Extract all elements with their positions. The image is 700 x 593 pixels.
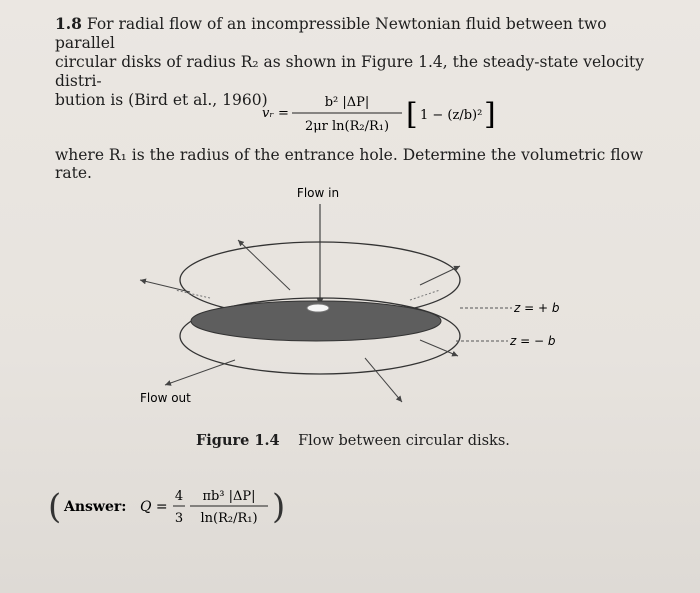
where-statement: where R₁ is the radius of the entrance hole. Determine the volumetric flow rate. (55, 146, 644, 182)
flow-arrow-right (420, 266, 460, 285)
velocity-equation (262, 88, 562, 138)
answer-numerator: πb³ |ΔP| (202, 489, 256, 504)
answer-left-paren: ( (48, 487, 62, 527)
velocity-equation-svg (262, 88, 562, 138)
problem-text-2: circular disks of radius R₂ as shown in Figure 1.4, the steady-state velocity distri- (55, 53, 645, 90)
right-bracket: ] (484, 97, 496, 132)
flow-in-label: Flow in (296, 186, 340, 200)
z-minus-label: z = − b (510, 334, 556, 348)
equation-bracket-term: 1 − (z/b)² (420, 108, 483, 123)
answer-label: Answer: (64, 499, 127, 515)
figure-radial-flow (120, 180, 590, 420)
answer-denominator: ln(R₂/R₁) (200, 511, 258, 526)
flow-path-dash-2 (410, 290, 440, 300)
flow-arrow-lower-left (165, 360, 235, 385)
answer-right-paren: ) (272, 487, 286, 527)
left-bracket: [ (406, 97, 418, 132)
caption-label: Figure 1.4 (196, 432, 280, 449)
equation-lhs: vᵣ = (262, 106, 289, 121)
flow-arrow-bottom (365, 358, 402, 402)
flow-arrow-left (140, 280, 190, 292)
problem-text-3: bution is (Bird et al., 1960) (55, 91, 268, 109)
disk-diagram (120, 180, 590, 420)
answer-coef-num: 4 (174, 489, 184, 504)
equation-numerator: b² |ΔP| (324, 95, 370, 110)
problem-line-1 (55, 14, 655, 53)
flow-path-dash-1 (175, 290, 210, 298)
answer-equation-svg (48, 478, 308, 538)
z-plus-label: z = + b (514, 301, 560, 315)
answer-block (48, 478, 308, 538)
problem-number: 1.8 (55, 14, 82, 33)
equation-denominator: 2μr ln(R₂/R₁) (304, 119, 390, 134)
answer-lhs: Q = (140, 499, 168, 515)
caption-text: Flow between circular disks. (298, 433, 510, 449)
flow-arrow-upper-left (238, 240, 290, 290)
flow-out-label: Flow out (140, 391, 191, 405)
figure-caption (196, 432, 510, 449)
problem-text-1: For radial flow of an incompressible Newtonian fluid between two parallel (55, 15, 607, 52)
entrance-hole (307, 304, 329, 312)
answer-coef-den: 3 (174, 511, 184, 526)
